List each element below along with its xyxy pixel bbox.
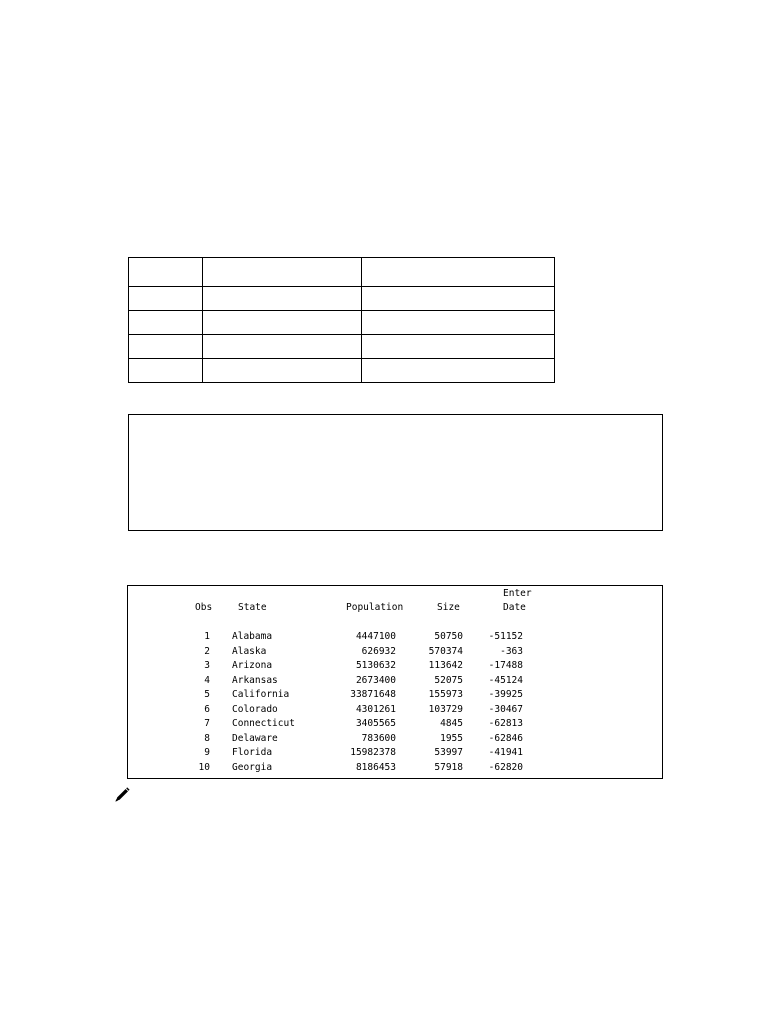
- cell-enter-date: -39925: [488, 689, 523, 700]
- cell-size: 57918: [434, 761, 463, 773]
- cell-state: Delaware: [232, 732, 278, 744]
- table-cell: [129, 359, 203, 383]
- empty-text-box: [128, 414, 663, 531]
- cell-obs: 2: [204, 645, 210, 657]
- cell-enter-date: -17488: [488, 660, 523, 671]
- pencil-icon: [113, 786, 131, 804]
- cell-size: 1955: [440, 732, 463, 744]
- cell-size: 52075: [434, 674, 463, 686]
- header-date: Date: [503, 602, 526, 613]
- cell-state: Connecticut: [232, 718, 295, 729]
- empty-grid-table: [128, 257, 555, 383]
- cell-enter-date: -363: [500, 645, 523, 657]
- table-cell: [361, 359, 554, 383]
- cell-size: 155973: [428, 689, 463, 700]
- cell-population: 3405565: [355, 718, 396, 729]
- table-cell: [361, 287, 554, 311]
- cell-obs: 6: [204, 703, 210, 715]
- header-state: State: [238, 602, 267, 613]
- cell-state: Florida: [232, 747, 273, 758]
- table-cell: [361, 335, 554, 359]
- cell-size: 103729: [428, 703, 463, 715]
- cell-obs: 5: [204, 689, 210, 700]
- cell-obs: 8: [204, 732, 210, 744]
- cell-population: 33871648: [350, 689, 396, 700]
- table-row: [129, 311, 555, 335]
- cell-size: 50750: [434, 631, 463, 642]
- table-cell: [203, 335, 361, 359]
- table-row: [129, 359, 555, 383]
- cell-population: 8186453: [355, 761, 396, 773]
- cell-enter-date: -62820: [488, 761, 523, 773]
- cell-state: Alabama: [232, 631, 273, 642]
- cell-state: Arkansas: [232, 674, 278, 686]
- table-cell: [129, 311, 203, 335]
- cell-enter-date: -51152: [488, 631, 523, 642]
- cell-size: 4845: [440, 718, 463, 729]
- cell-obs: 10: [198, 761, 210, 773]
- table-cell: [129, 258, 203, 287]
- cell-population: 2673400: [355, 674, 396, 686]
- table-cell: [203, 359, 361, 383]
- header-enter: Enter: [503, 588, 532, 599]
- cell-state: Georgia: [232, 761, 273, 773]
- listing-output-box: [127, 585, 663, 779]
- cell-enter-date: -45124: [488, 674, 523, 686]
- cell-state: California: [232, 689, 290, 700]
- cell-enter-date: -62813: [488, 718, 523, 729]
- header-population: Population: [346, 602, 404, 613]
- cell-obs: 1: [204, 631, 210, 642]
- cell-state: Alaska: [232, 645, 267, 657]
- cell-enter-date: -62846: [488, 732, 523, 744]
- cell-population: 4301261: [355, 703, 396, 715]
- cell-enter-date: -41941: [488, 747, 523, 758]
- cell-size: 53997: [434, 747, 463, 758]
- cell-state: Arizona: [232, 660, 273, 671]
- cell-population: 15982378: [350, 747, 396, 758]
- cell-population: 783600: [361, 732, 396, 744]
- table-cell: [203, 311, 361, 335]
- table-cell: [361, 311, 554, 335]
- table-row: [129, 335, 555, 359]
- table-cell: [203, 258, 361, 287]
- cell-obs: 4: [204, 674, 210, 686]
- table-row: [129, 258, 555, 287]
- cell-state: Colorado: [232, 703, 278, 715]
- header-obs: Obs: [195, 602, 213, 613]
- table-cell: [129, 287, 203, 311]
- cell-size: 570374: [428, 645, 463, 657]
- cell-enter-date: -30467: [488, 703, 523, 715]
- cell-population: 4447100: [355, 631, 396, 642]
- cell-obs: 3: [204, 660, 210, 671]
- cell-population: 626932: [361, 645, 396, 657]
- table-cell: [203, 287, 361, 311]
- cell-obs: 9: [204, 747, 210, 758]
- cell-population: 5130632: [355, 660, 396, 671]
- table-cell: [129, 335, 203, 359]
- cell-obs: 7: [204, 718, 210, 729]
- table-row: [129, 287, 555, 311]
- table-cell: [361, 258, 554, 287]
- header-size: Size: [437, 602, 460, 613]
- cell-size: 113642: [428, 660, 463, 671]
